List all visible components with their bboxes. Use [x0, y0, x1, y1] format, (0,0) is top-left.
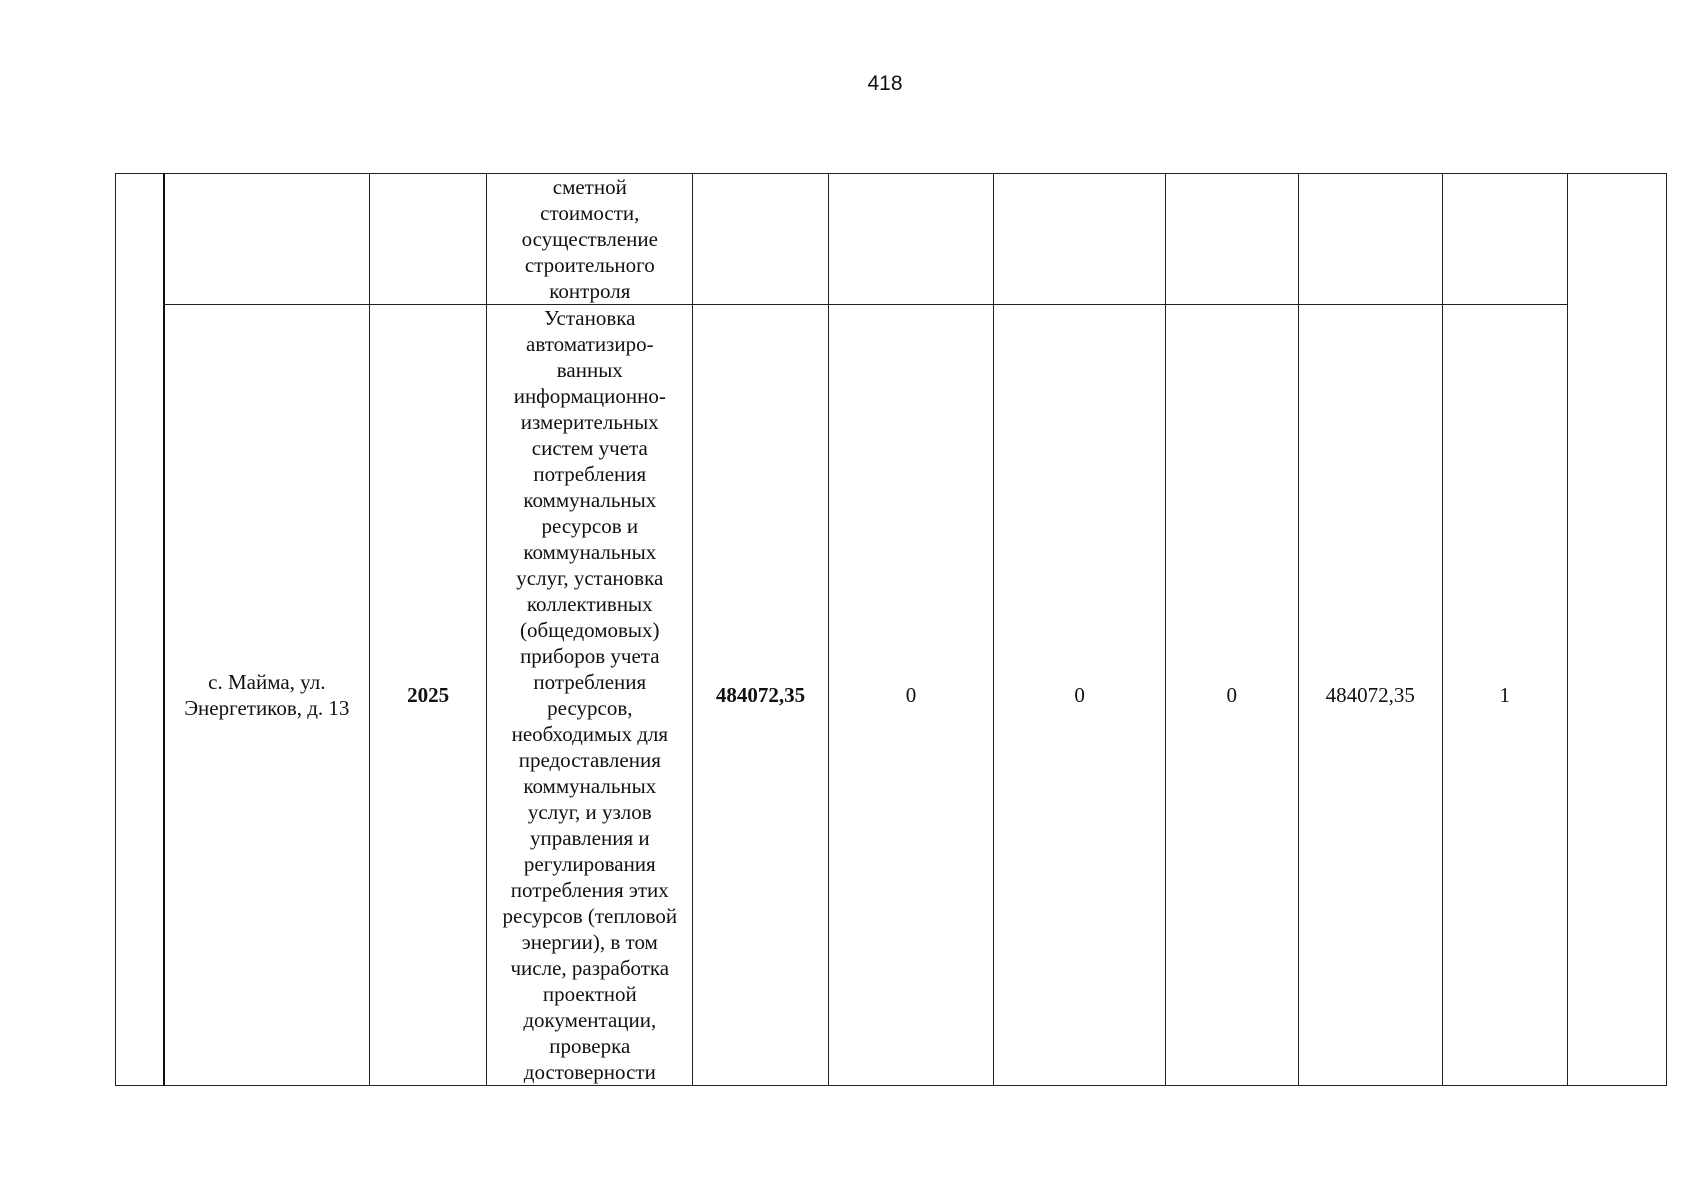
work-description-line: ванных: [556, 358, 623, 382]
total-cost-cell: [693, 174, 829, 305]
value-cell: 0: [1166, 305, 1299, 1086]
work-description-line: осуществление: [521, 227, 658, 251]
work-description-line: управления и: [529, 826, 650, 850]
value-cell: [1443, 174, 1567, 305]
work-description-line: необходимых для: [511, 722, 669, 746]
work-description-line: проектной: [542, 982, 637, 1006]
work-description-line: коммунальных: [523, 540, 657, 564]
work-description-line: ресурсов (тепловой: [502, 904, 678, 928]
work-description-line: предоставления: [518, 748, 661, 772]
work-description-line: коммунальных: [523, 488, 657, 512]
year-cell: 2025: [369, 305, 486, 1086]
work-description-line: потребления: [533, 462, 647, 486]
value-cell: [1166, 174, 1299, 305]
year-cell: [369, 174, 486, 305]
row-number-cell: [116, 174, 164, 1086]
work-description-line: регулирования: [523, 852, 656, 876]
work-description-line: Установка: [544, 306, 636, 330]
work-description-line: коммунальных: [523, 774, 657, 798]
work-description-line: достоверности: [523, 1060, 656, 1084]
work-description-line: строительного: [524, 253, 655, 277]
work-description-cell: [487, 305, 693, 1086]
address-cell: [164, 305, 370, 1086]
work-description-line: энергии), в том: [521, 930, 658, 954]
value-cell: [994, 174, 1166, 305]
table-row: [116, 305, 1667, 1086]
work-description-cell: [487, 174, 693, 305]
last-column-cell: [1567, 174, 1666, 1086]
work-description-line: проверка: [549, 1034, 631, 1058]
work-description-line: стоимости,: [540, 201, 640, 225]
table-row: [116, 174, 1667, 305]
data-table: [115, 173, 1667, 1086]
work-description-line: услуг, и узлов: [527, 800, 652, 824]
work-description-line: ресурсов и: [541, 514, 639, 538]
work-description-line: автоматизиро-: [526, 332, 654, 356]
value-cell: 0: [828, 305, 994, 1086]
work-description-line: измерительных: [520, 410, 659, 434]
work-description-line: ресурсов,: [547, 696, 633, 720]
address-line: с. Майма, ул.: [208, 670, 326, 694]
work-description-line: информационно-: [513, 384, 666, 408]
value-cell: 0: [994, 305, 1166, 1086]
address-line: Энергетиков, д. 13: [184, 696, 350, 720]
work-description-line: (общедомовых): [520, 618, 660, 642]
address-cell: [164, 174, 370, 305]
value-cell: 1: [1443, 305, 1567, 1086]
page-number: 418: [867, 72, 903, 95]
work-description-line: сметной: [552, 175, 627, 199]
value-cell: 484072,35: [1298, 305, 1443, 1086]
work-description-line: потребления этих: [510, 878, 669, 902]
work-description-line: коллективных: [526, 592, 653, 616]
total-cost-cell: 484072,35: [693, 305, 829, 1086]
work-description-line: контроля: [549, 279, 631, 303]
work-description-line: услуг, установка: [516, 566, 664, 590]
work-description-line: потребления: [533, 670, 647, 694]
work-description-line: систем учета: [531, 436, 648, 460]
work-description-line: числе, разработка: [510, 956, 670, 980]
work-description-line: документации,: [523, 1008, 657, 1032]
value-cell: [828, 174, 994, 305]
value-cell: [1298, 174, 1443, 305]
work-description-line: приборов учета: [520, 644, 660, 668]
